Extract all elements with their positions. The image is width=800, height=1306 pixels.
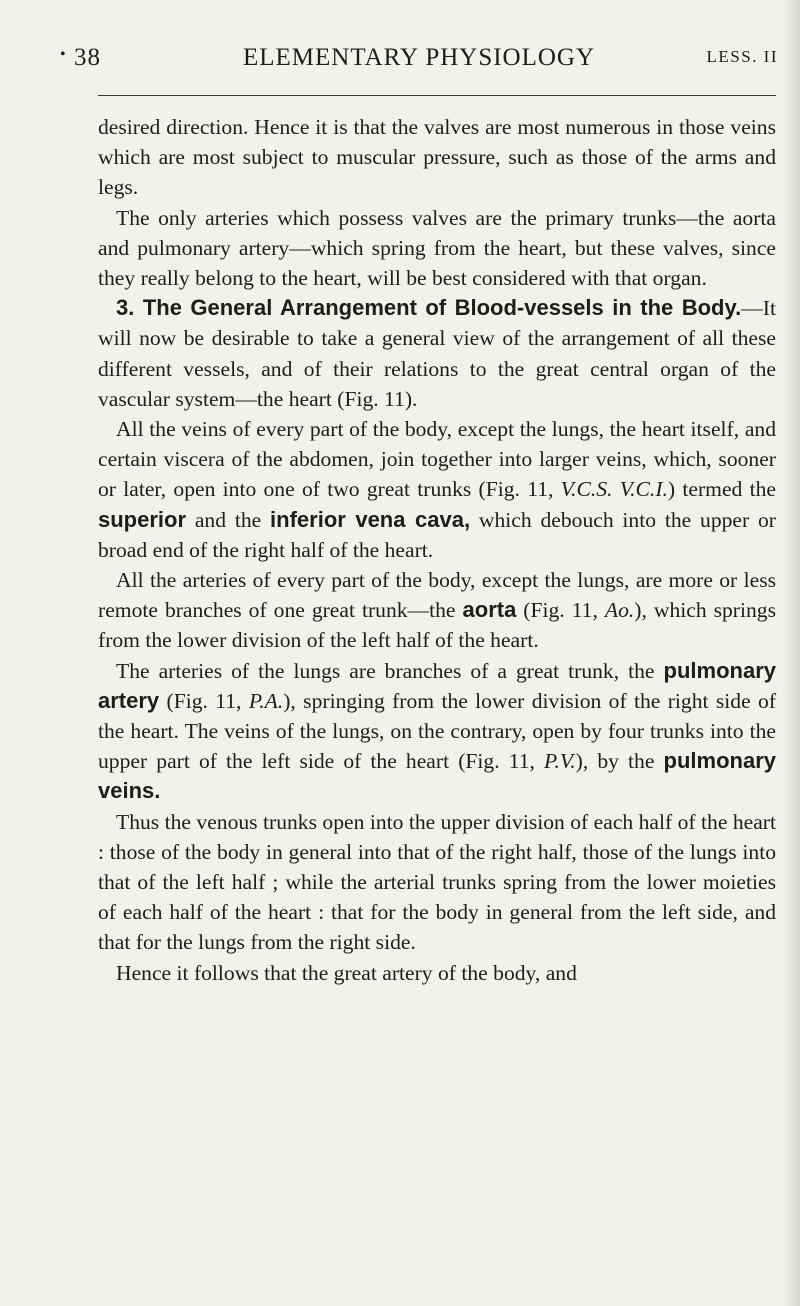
page-number: 38: [74, 44, 101, 71]
text-run: ), which springs from the lower division of the left half of the heart.: [98, 598, 776, 653]
text-run: All the arteries of every part of the body, except the lungs, are more or less remote branches of one great trunk—the: [98, 568, 776, 623]
figure-abbreviation: Ao.: [604, 598, 635, 623]
text-run: (Fig. 11,: [159, 688, 249, 713]
section-heading: 3. The General Arrangement of Blood-vessels in the Body.: [116, 295, 742, 321]
running-header: [60, 44, 778, 78]
header-rule: [98, 95, 776, 96]
paragraph-4: [98, 414, 776, 565]
text-run: All the veins of every part of the body, except the lungs, the heart itself, and certain viscera of the abdomen, join together into larger veins, which, sooner or later, open into one of two great trunks (Fig. 11,: [98, 417, 776, 502]
paragraph-2: The only arteries which possess valves are the primary trunks—the aorta and pulmonary artery—which spring from the heart, but these valves, since they really belong to the heart, will be best considered with that organ.: [98, 205, 776, 291]
text-run: The arteries of the lungs are branches of a great trunk, the: [116, 658, 664, 683]
key-term: superior: [98, 506, 187, 532]
text-run: ), by the: [575, 749, 664, 774]
text-run: ) termed the: [667, 477, 776, 502]
body-text: [98, 112, 776, 988]
key-term: pulmonary veins.: [98, 748, 776, 804]
running-title: ELEMENTARY PHYSIOLOGY: [242, 44, 596, 71]
lesson-label: LESS. II: [706, 47, 778, 66]
figure-abbreviation: P.A.: [248, 688, 284, 713]
figure-abbreviation: P.V.: [544, 749, 576, 774]
key-term: inferior vena cava,: [270, 506, 471, 532]
paragraph-1: desired direction. Hence it is that the valves are most numerous in those veins which are most subject to muscular pressure, such as those of the arms and legs.: [98, 115, 776, 200]
margin-bullet: •: [60, 46, 67, 63]
paragraph-8: Hence it follows that the great artery of the body, and: [116, 960, 577, 985]
paragraph-6: [98, 656, 776, 807]
text-run: (Fig. 11,: [516, 598, 605, 623]
text-run: and the: [186, 507, 271, 532]
figure-abbreviation: V.C.S. V.C.I.: [560, 477, 668, 502]
paragraph-5: [98, 565, 776, 656]
paragraph-7: Thus the venous trunks open into the upper division of each half of the heart : those of the body in general into that of the right half, those of the lungs into that of the left half ; while the arterial trunks spring from the lower moieties of each half of the heart : that for the body in general from the left side, and that for the lungs from the right side.: [98, 809, 776, 955]
key-term: pulmonary artery: [98, 657, 776, 713]
section-text: —It will now be desirable to take a general view of the arrangement of all these different vessels, and of their relations to the great central organ of the vascular system—the heart (Fig. 11).: [98, 296, 776, 411]
text-run: ), springing from the lower division of the right side of the heart. The veins of the lungs, on the contrary, open by four trunks into the upper part of the left side of the heart (Fig. 11,: [98, 688, 777, 774]
text-run: which debouch into the upper or broad end of the right half of the heart.: [98, 507, 776, 562]
paragraph-3: [98, 293, 776, 414]
page-edge-shadow: [782, 0, 800, 1306]
key-term: aorta: [462, 597, 517, 623]
